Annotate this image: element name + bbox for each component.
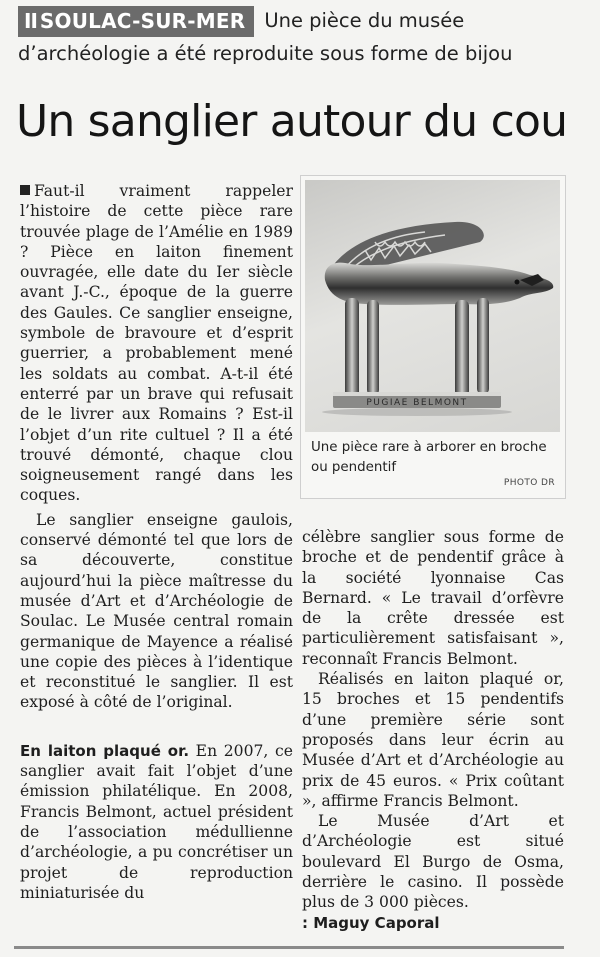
kicker (18, 6, 588, 71)
section-name: SOULAC-SUR-MER (39, 9, 246, 33)
author-signature: : Maguy Caporal (302, 913, 440, 932)
subtitle-line-2: d’archéologie a été reproduite sous forme de bijou (18, 42, 513, 65)
bullet-square-icon (20, 185, 30, 195)
paragraph-2: Le sanglier enseigne gaulois, conservé démonté tel que lors de sa découverte, constitue aujourd’hui la pièce maîtresse du musée d’Art et d’Archéologie de Soulac. Le Musée central romain germanique de Mayence a réalisé une copie des pièces à l’identique et reconstitué le sanglier. Il est exposé à côté de l’original. (20, 510, 293, 712)
section-bars: II (24, 9, 37, 33)
bottom-rule (14, 946, 564, 949)
boar-photo (305, 180, 560, 432)
photo-credit: PHOTO DR (503, 478, 555, 488)
paragraph-3-text: En 2007, ce sanglier avait fait l’objet d’une émission philatélique. En 2008, Francis Belmont, actuel président de l’association médullienne d’archéologie, a pu concrétiser un projet de reproduction miniaturisée du (20, 741, 293, 902)
paragraph-5: Réalisés en laiton plaqué or, 15 broches et 15 pendentifs d’une première série sont proposés dans leur écrin au Musée d’Art et d’Archéologie au prix de 45 euros. « Prix coûtant », affirme Francis Belmont. (302, 670, 564, 810)
photo-figure (300, 175, 566, 499)
paragraph-1 (20, 181, 293, 506)
article-column-2 (302, 527, 564, 933)
paragraph-1-text: Faut-il vraiment rappeler l’histoire de cette pièce rare trouvée plage de l’Amélie en 1989 ? Pièce en laiton finement ouvragée, elle date du Ier siècle avant J.-C., époque de la guerre des Gaules. Ce sanglier enseigne, symbole de bravoure et d’esprit guerrier, a probablement mené les soldats au combat. A-t-il été enterré par un brave qui refusait de le livrer aux Romains ? Est-il l’objet d’un rite cultuel ? Il a été trouvé démonté, chaque clou soigneusement rangé dans les coques. (20, 182, 293, 505)
plaque-inscription: PUGIAE BELMONT (366, 398, 468, 408)
paragraph-6: Le Musée d’Art et d’Archéologie est situé boulevard El Burgo de Osma, derrière le casino. Il possède plus de 3 000 pièces. (302, 812, 564, 912)
headline: Un sanglier autour du cou (16, 96, 568, 147)
subtitle-line-1: Une pièce du musée (264, 9, 465, 32)
intertitle: En laiton plaqué or. (20, 741, 190, 760)
photo-caption: Une pièce rare à arborer en broche ou pendentif (311, 440, 547, 475)
boar-statuette-image (305, 180, 560, 432)
article-column-1 (20, 181, 293, 903)
section-tag (18, 6, 254, 37)
paragraph-4: célèbre sanglier sous forme de broche et de pendentif grâce à la société lyonnaise Cas Bernard. « Le travail d’orfèvre de la crête dressée est particulièrement satisfaisant », reconnaît Francis Belmont. (302, 528, 564, 668)
paragraph-3 (20, 741, 293, 903)
